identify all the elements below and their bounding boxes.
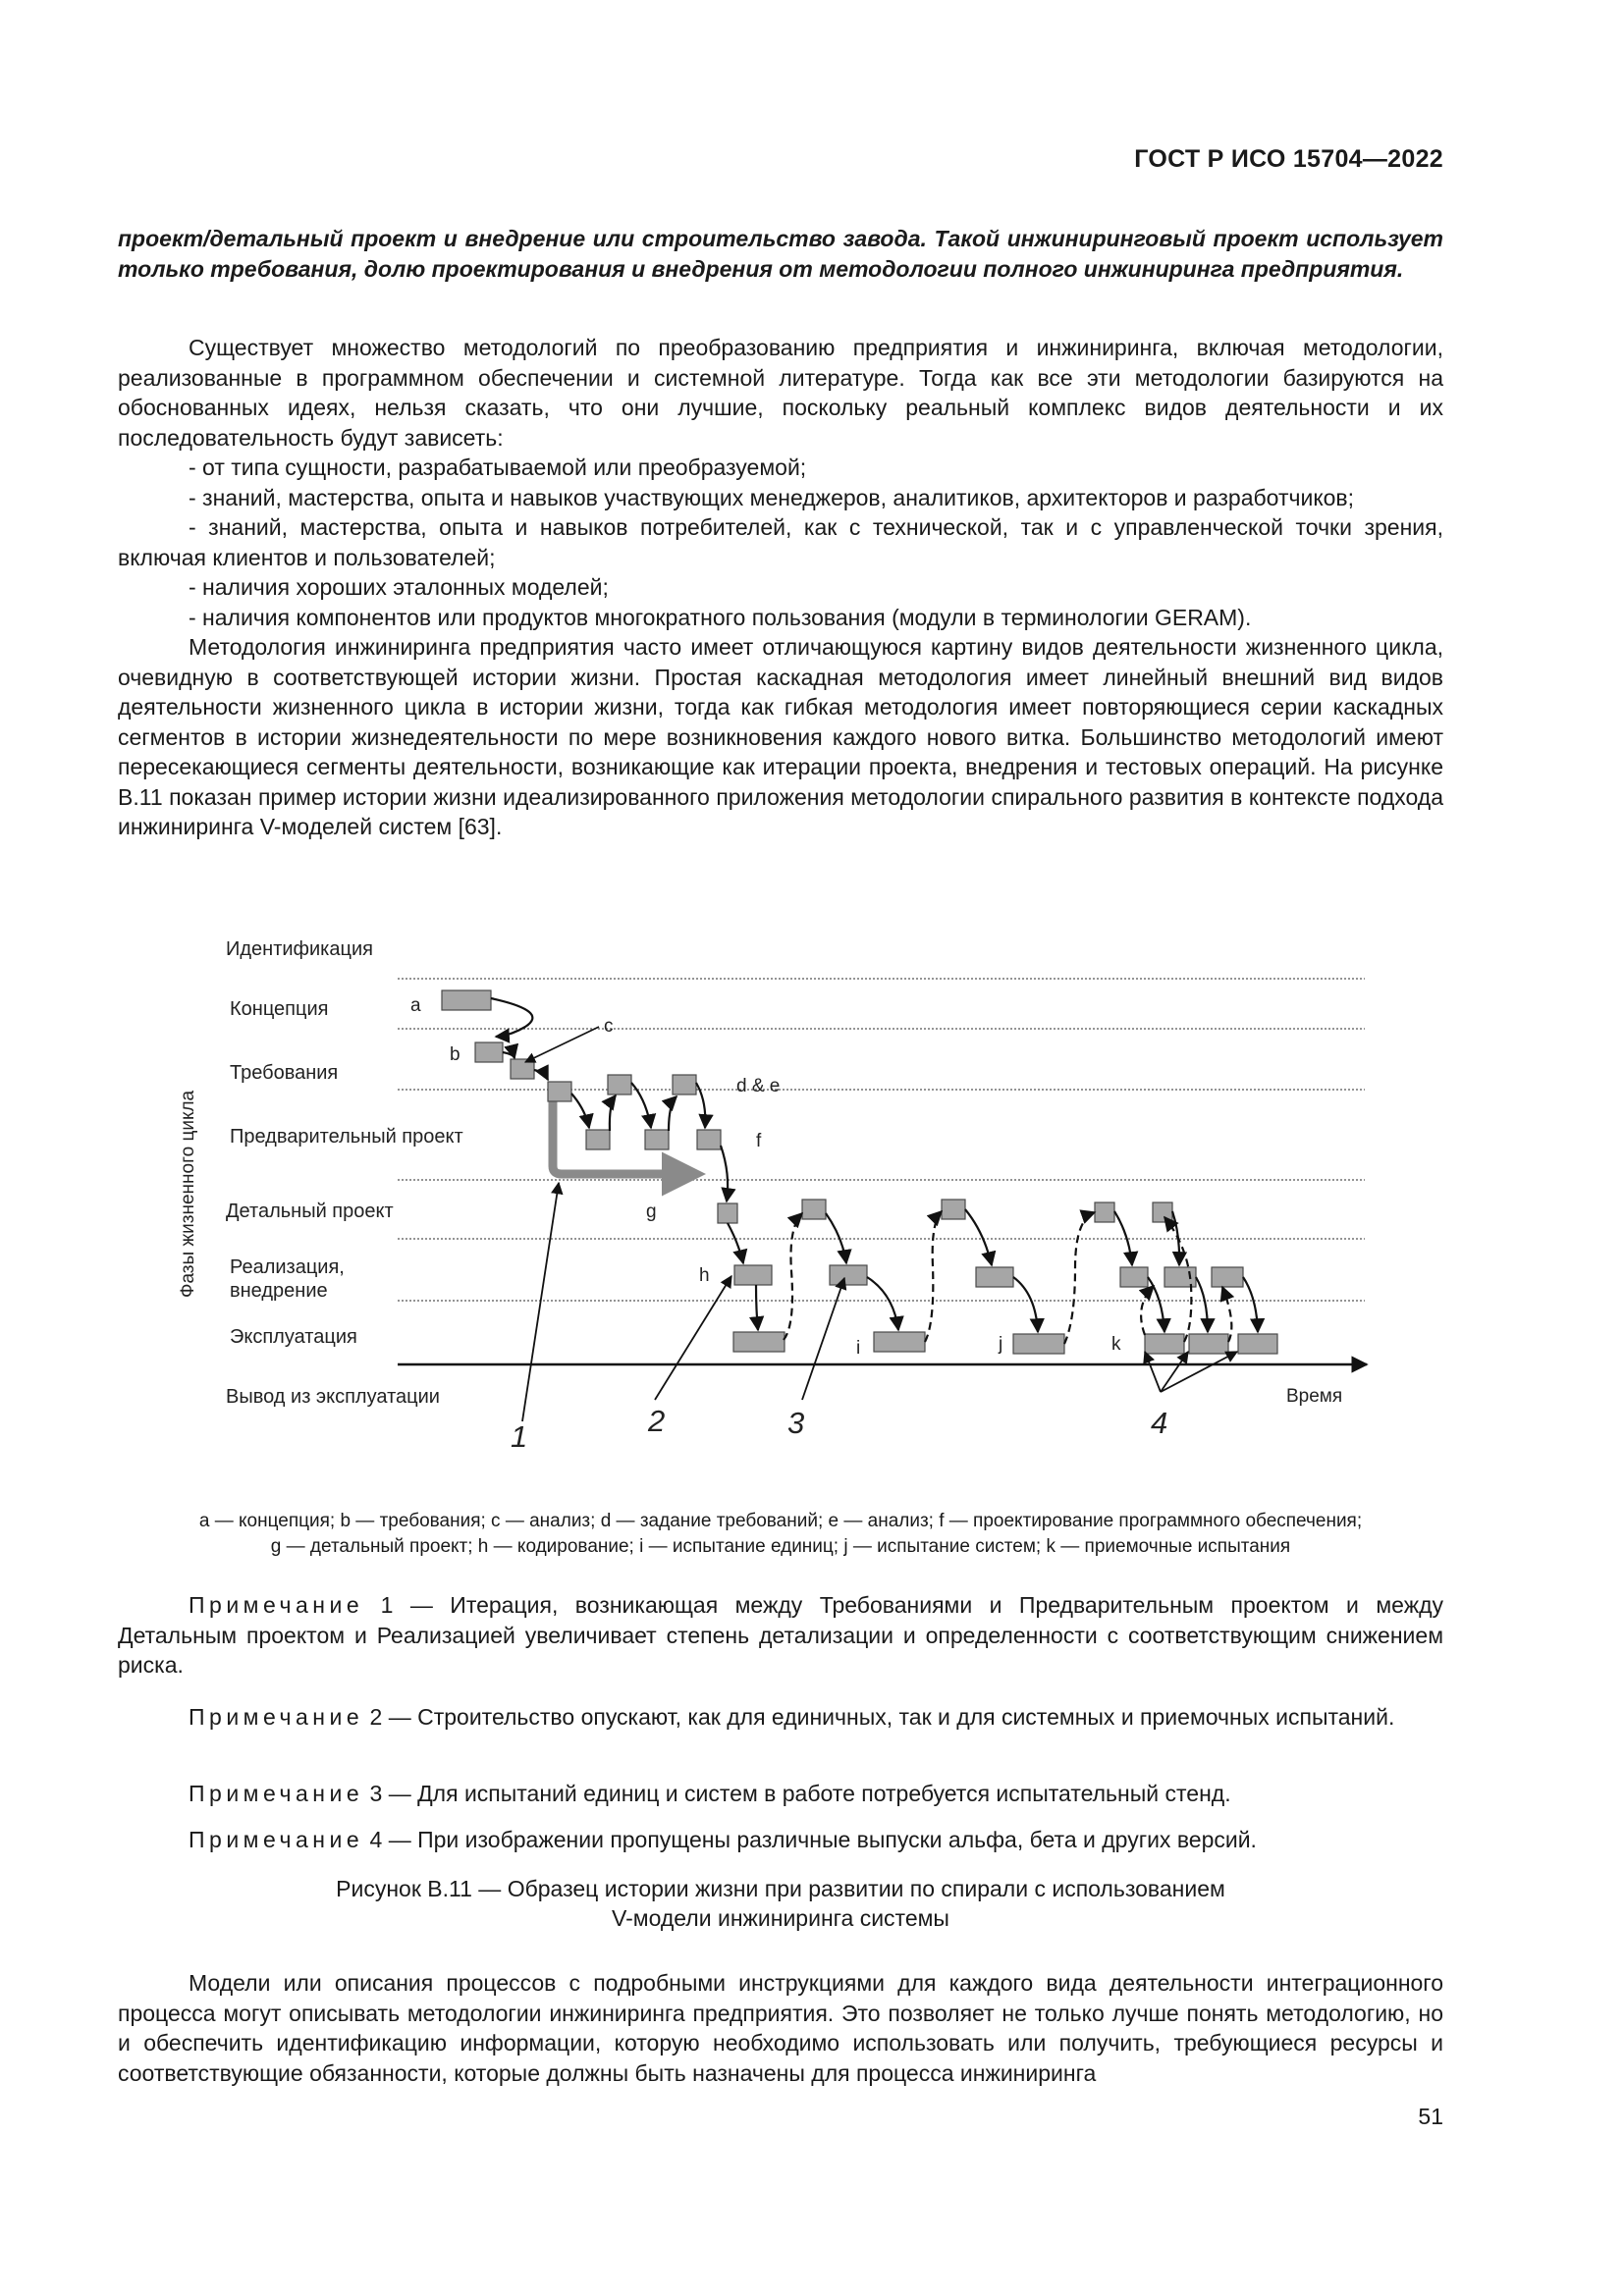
box-g4b <box>1153 1202 1172 1222</box>
note-number: 2 <box>369 1704 383 1730</box>
box-c <box>511 1059 534 1079</box>
body-text-1 <box>118 333 1443 842</box>
box-h2 <box>830 1265 867 1285</box>
body-text-2 <box>118 1968 1443 2088</box>
box-p2 <box>645 1130 669 1149</box>
box-r1 <box>608 1075 631 1095</box>
letter-h: h <box>699 1265 710 1286</box>
phase-implementation: Реализация, <box>230 1256 345 1278</box>
box-b <box>475 1042 503 1062</box>
legend-line-1: a — концепция; b — требования; c — анализ; d — задание требований; e — анализ; f — проектирование программного обеспечения; <box>198 1511 1363 1531</box>
note-label: Примечание <box>189 1781 364 1806</box>
note-text: — Итерация, возникающая между Требованиями и Предварительным проектом и между Детальным проектом и Реализацией увеличивает степень детализации и определенности с соответствующим снижением риска. <box>118 1592 1443 1678</box>
note-1 <box>118 1590 1443 1681</box>
phase-operation: Эксплуатация <box>230 1326 357 1348</box>
letter-g: g <box>646 1201 657 1222</box>
callout-2: 2 <box>648 1404 666 1438</box>
phase-identification: Идентификация <box>226 938 373 960</box>
note-label: Примечание <box>189 1827 364 1852</box>
box-g1 <box>718 1203 737 1223</box>
intro-paragraph <box>118 224 1443 284</box>
list-item: - наличия хороших эталонных моделей; <box>189 574 609 600</box>
box-r2 <box>673 1075 696 1095</box>
box-h4a <box>1120 1267 1148 1287</box>
life-history-figure <box>118 923 1443 1453</box>
page-number: 51 <box>1418 2104 1443 2129</box>
time-label: Время <box>1286 1386 1343 1407</box>
caption-line-1: Рисунок В.11 — Образец истории жизни при развитии по спирали с использованием <box>336 1876 1225 1901</box>
phase-implementation-2: внедрение <box>230 1280 328 1302</box>
phase-concept: Концепция <box>230 998 329 1020</box>
paragraph-life-history: Методология инжиниринга предприятия часто имеет отличающуюся картину видов деятельности жизненного цикла, очевидную в соответствующей истории жизни. Простая каскадная методология имеет линейный внешний вид видов деятельности жизненного цикла в истории жизни, тогда как гибкая методология имеет повторяющиеся серии каскадных сегментов в истории жизнедеятельности по мере возникновения каждого нового витка. Большинство методологий имеют пересекающиеся сегменты деятельности, возникающие как итерации проекта, внедрения и тестовых операций. На рисунке В.11 показан пример истории жизни идеализированного приложения методологии спирального развития в контексте подхода инжиниринга V-моделей систем [63]. <box>118 634 1443 839</box>
note-number: 1 <box>380 1592 394 1618</box>
paragraph-methodologies: Существует множество методологий по преобразованию предприятия и инжиниринга, включая методологии, реализованные в программном обеспечении и системной литературе. Тогда как все эти методологии базируются на обоснованных идеях, нельзя сказать, что они лучшие, поскольку реальный комплекс видов деятельности и их последовательность будут зависеть: <box>118 335 1443 451</box>
letter-de: d & e <box>736 1076 781 1096</box>
note-4 <box>118 1825 1443 1855</box>
document-header: ГОСТ Р ИСО 15704—2022 <box>1134 145 1443 173</box>
note-3 <box>118 1779 1443 1809</box>
list-item: - наличия компонентов или продуктов многократного пользования (модули в терминологии GERAM). <box>189 604 1252 630</box>
figure-legend <box>118 1509 1443 1560</box>
box-g3 <box>942 1200 965 1219</box>
intro-bold-text: проект/детальный проект и внедрение или строительство завода. Такой инжиниринговый проект использует только требования, долю проектирования и внедрения от методологии полного инжиниринга предприятия. <box>118 226 1443 282</box>
note-2 <box>118 1702 1443 1733</box>
box-op3 <box>1013 1334 1064 1354</box>
note-text: — При изображении пропущены различные выпуски альфа, бета и других версий. <box>382 1827 1257 1852</box>
figure-caption <box>118 1874 1443 1933</box>
letter-a: a <box>410 995 421 1016</box>
note-number: 3 <box>369 1781 383 1806</box>
box-op4c <box>1238 1334 1277 1354</box>
callout-4: 4 <box>1151 1406 1168 1440</box>
box-op4b <box>1189 1334 1228 1354</box>
phase-requirements: Требования <box>230 1062 339 1084</box>
phase-preliminary-design: Предварительный проект <box>230 1126 463 1148</box>
letter-b: b <box>450 1044 460 1065</box>
note-label: Примечание <box>189 1592 364 1618</box>
list-item: - знаний, мастерства, опыта и навыков участвующих менеджеров, аналитиков, архитекторов и разработчиков; <box>189 484 1355 510</box>
paragraph-process-models: Модели или описания процессов с подробными инструкциями для каждого вида деятельности интеграционного процесса могут описывать методологии инжиниринга предприятия. Это позволяет не только лучше понять методологию, но и обеспечить идентификацию информации, которую необходимо использовать или получить, требующиеся ресурсы и соответствующие обязанности, которые должны быть назначены для процесса инжиниринга <box>118 1970 1443 2086</box>
note-text: — Для испытаний единиц и систем в работе потребуется испытательный стенд. <box>382 1781 1231 1806</box>
callout-3: 3 <box>787 1406 805 1440</box>
box-p1 <box>586 1130 610 1149</box>
box-h4c <box>1212 1267 1243 1287</box>
letter-f: f <box>756 1131 762 1151</box>
grey-l-arrow <box>553 1100 697 1174</box>
box-a <box>442 990 491 1010</box>
c-pointer <box>525 1027 599 1062</box>
letter-i: i <box>856 1338 861 1359</box>
legend-line-2: g — детальный проект; h — кодирование; i — испытание единиц; j — испытание систем; k — приемочные испытания <box>270 1536 1291 1557</box>
box-op2 <box>874 1332 925 1352</box>
box-h1 <box>734 1265 772 1285</box>
list-item: - от типа сущности, разрабатываемой или преобразуемой; <box>189 454 807 480</box>
axis-label-phases: Фазы жизненного цикла <box>178 1090 198 1298</box>
letter-j: j <box>999 1334 1003 1355</box>
note-number: 4 <box>369 1827 383 1852</box>
letter-c: c <box>604 1016 614 1037</box>
note-text: — Строительство опускают, как для единичных, так и для системных и приемочных испытаний. <box>382 1704 1395 1730</box>
caption-line-2: V-модели инжиниринга системы <box>612 1905 949 1931</box>
box-p3 <box>697 1130 721 1149</box>
box-g4a <box>1095 1202 1114 1222</box>
list-item: - знаний, мастерства, опыта и навыков потребителей, как с технической, так и с управленческой точки зрения, включая клиентов и пользователей; <box>118 514 1443 570</box>
phase-lines <box>398 979 1365 1301</box>
box-op4a <box>1145 1334 1184 1354</box>
box-op1 <box>733 1332 785 1352</box>
callout-lines <box>522 1183 1237 1421</box>
callout-1: 1 <box>511 1419 528 1453</box>
box-g2 <box>802 1200 826 1219</box>
phase-detailed-design: Детальный проект <box>226 1201 394 1222</box>
letter-k: k <box>1111 1334 1121 1355</box>
box-d1 <box>548 1082 571 1101</box>
box-h3 <box>976 1267 1013 1287</box>
phase-decommissioning: Вывод из эксплуатации <box>226 1386 440 1408</box>
note-label: Примечание <box>189 1704 364 1730</box>
